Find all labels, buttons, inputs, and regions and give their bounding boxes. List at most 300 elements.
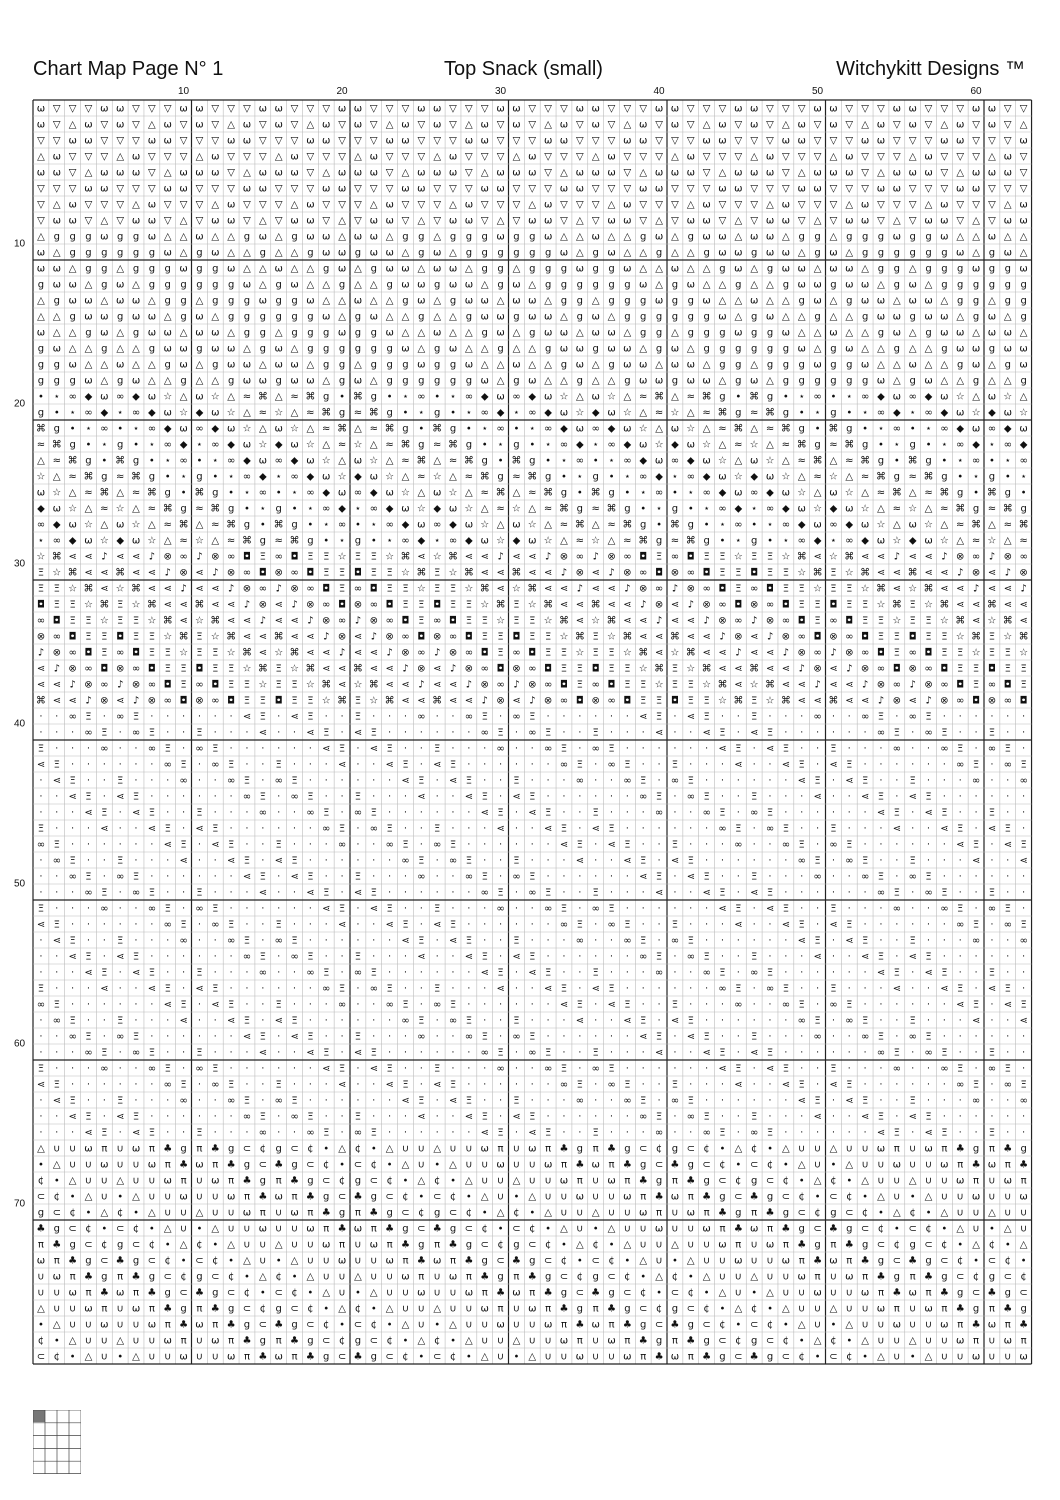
- chart-cell-symbol: ◘: [322, 584, 330, 595]
- chart-cell-symbol: ω: [274, 1352, 282, 1363]
- chart-cell-symbol: π: [38, 1240, 44, 1251]
- chart-cell-symbol: ·: [55, 968, 58, 979]
- chart-cell-symbol: ∞: [512, 712, 520, 723]
- chart-cell-symbol: Ξ: [672, 664, 678, 675]
- chart-cell-symbol: ·: [784, 792, 787, 803]
- chart-cell-symbol: Ξ: [941, 888, 947, 899]
- chart-cell-symbol: ⋖: [623, 1016, 631, 1027]
- chart-cell-symbol: ·: [784, 1032, 787, 1043]
- chart-cell-symbol: ·: [864, 808, 867, 819]
- chart-cell-symbol: ∞: [496, 1064, 504, 1075]
- chart-cell-symbol: ·: [753, 984, 756, 995]
- chart-cell-symbol: ⊗: [322, 616, 330, 627]
- chart-cell-symbol: ∪: [53, 1288, 60, 1299]
- chart-cell-symbol: ▽: [354, 184, 362, 195]
- chart-cell-symbol: ⌘: [432, 424, 442, 435]
- chart-cell-symbol: ·: [230, 984, 233, 995]
- chart-cell-symbol: ·: [800, 872, 803, 883]
- chart-cell-symbol: g: [672, 312, 678, 323]
- chart-cell-symbol: ⊗: [623, 568, 631, 579]
- chart-cell-symbol: △: [307, 280, 315, 291]
- chart-cell-symbol: ⊂: [687, 1144, 695, 1155]
- chart-cell-symbol: ▽: [909, 216, 917, 227]
- chart-cell-symbol: ·: [230, 904, 233, 915]
- chart-cell-symbol: ·: [261, 776, 264, 787]
- chart-cell-symbol: ·: [182, 1032, 185, 1043]
- chart-cell-symbol: ⊂: [639, 1144, 647, 1155]
- chart-cell-symbol: ∞: [940, 424, 948, 435]
- chart-cell-symbol: g: [482, 248, 488, 259]
- chart-cell-symbol: ◆: [639, 456, 647, 467]
- chart-cell-symbol: △: [37, 152, 45, 163]
- chart-cell-symbol: ∞: [877, 664, 885, 675]
- chart-cell-symbol: •: [989, 1224, 995, 1235]
- chart-cell-symbol: g: [386, 280, 392, 291]
- chart-cell-symbol: ·: [578, 712, 581, 723]
- chart-cell-symbol: ⋆: [307, 504, 313, 515]
- chart-cell-symbol: ·: [974, 728, 977, 739]
- chart-cell-symbol: ·: [277, 712, 280, 723]
- chart-cell-symbol: ω: [164, 408, 172, 419]
- chart-cell-symbol: △: [972, 392, 980, 403]
- chart-cell-symbol: ☆: [36, 552, 45, 563]
- chart-cell-symbol: ·: [356, 1080, 359, 1091]
- chart-cell-symbol: ·: [531, 1064, 534, 1075]
- chart-cell-symbol: ⌘: [971, 632, 981, 643]
- chart-cell-symbol: ♪: [497, 552, 503, 563]
- chart-cell-symbol: π: [181, 1336, 187, 1347]
- chart-cell-symbol: ⊂: [290, 1144, 298, 1155]
- chart-cell-symbol: ⌘: [1003, 504, 1013, 515]
- chart-cell-symbol: Ξ: [402, 600, 408, 611]
- chart-cell-symbol: ⌘: [290, 648, 300, 659]
- chart-cell-symbol: ·: [388, 1128, 391, 1139]
- chart-cell-symbol: △: [164, 536, 172, 547]
- chart-cell-symbol: ·: [927, 936, 930, 947]
- chart-cell-symbol: ⋖: [528, 968, 536, 979]
- chart-cell-symbol: ·: [436, 1112, 439, 1123]
- chart-cell-symbol: ·: [499, 1096, 502, 1107]
- chart-cell-symbol: •: [54, 1336, 60, 1347]
- chart-cell-symbol: ¢: [735, 1176, 741, 1187]
- chart-cell-symbol: ω: [813, 296, 821, 307]
- chart-cell-symbol: ◆: [259, 472, 267, 483]
- chart-cell-symbol: ·: [610, 792, 613, 803]
- chart-cell-symbol: Ξ: [593, 968, 599, 979]
- chart-cell-symbol: Ξ: [878, 632, 884, 643]
- chart-cell-symbol: ·: [800, 792, 803, 803]
- chart-cell-symbol: ♣: [512, 1256, 521, 1267]
- chart-cell-symbol: ω: [623, 264, 631, 275]
- chart-cell-symbol: ∞: [750, 1128, 758, 1139]
- chart-cell-symbol: •: [165, 1240, 171, 1251]
- chart-cell-symbol: g: [672, 1144, 678, 1155]
- chart-cell-symbol: g: [799, 424, 805, 435]
- chart-cell-symbol: ▽: [148, 184, 156, 195]
- chart-cell-symbol: △: [243, 344, 251, 355]
- chart-cell-symbol: ☆: [845, 488, 854, 499]
- chart-cell-symbol: ¢: [418, 1208, 424, 1219]
- chart-cell-symbol: g: [989, 1272, 995, 1283]
- chart-cell-symbol: ∞: [877, 1048, 885, 1059]
- chart-cell-symbol: Ξ: [799, 1000, 805, 1011]
- chart-cell-symbol: ♣: [353, 1192, 362, 1203]
- chart-cell-symbol: ∞: [179, 1096, 187, 1107]
- chart-cell-symbol: ♪: [719, 632, 725, 643]
- chart-cell-symbol: ·: [800, 1128, 803, 1139]
- chart-cell-symbol: ω: [877, 536, 885, 547]
- chart-cell-symbol: ∞: [908, 648, 916, 659]
- chart-cell-symbol: ·: [325, 792, 328, 803]
- chart-cell-symbol: ◆: [687, 456, 695, 467]
- chart-cell-symbol: ·: [737, 728, 740, 739]
- chart-cell-symbol: Ξ: [862, 936, 868, 947]
- chart-cell-symbol: ·: [245, 984, 248, 995]
- chart-cell-symbol: ▽: [465, 168, 473, 179]
- chart-cell-symbol: ∪: [196, 1352, 203, 1363]
- chart-cell-symbol: ω: [718, 248, 726, 259]
- chart-cell-symbol: ☆: [147, 536, 156, 547]
- chart-cell-symbol: Ξ: [941, 1048, 947, 1059]
- chart-cell-symbol: ♪: [925, 696, 931, 707]
- chart-cell-symbol: g: [624, 376, 630, 387]
- chart-cell-symbol: ω: [227, 360, 235, 371]
- chart-cell-symbol: g: [497, 248, 503, 259]
- chart-cell-symbol: π: [941, 1304, 947, 1315]
- chart-cell-symbol: ⋖: [116, 952, 124, 963]
- chart-cell-symbol: Ξ: [735, 1064, 741, 1075]
- chart-cell-symbol: ⋖: [433, 920, 441, 931]
- chart-cell-symbol: ω: [496, 328, 504, 339]
- chart-cell-symbol: ·: [753, 920, 756, 931]
- chart-cell-symbol: △: [956, 168, 964, 179]
- chart-cell-symbol: ω: [576, 104, 584, 115]
- chart-cell-symbol: △: [243, 1256, 251, 1267]
- chart-cell-symbol: ∞: [481, 664, 489, 675]
- chart-cell-symbol: ⋖: [687, 1032, 695, 1043]
- chart-cell-symbol: ·: [848, 1128, 851, 1139]
- chart-cell-symbol: Ξ: [799, 840, 805, 851]
- chart-cell-symbol: ♪: [941, 552, 947, 563]
- chart-cell-symbol: ∞: [354, 584, 362, 595]
- chart-cell-symbol: ∞: [1004, 760, 1012, 771]
- chart-cell-symbol: ⋆: [323, 520, 329, 531]
- chart-cell-symbol: ω: [718, 472, 726, 483]
- chart-cell-symbol: g: [925, 248, 931, 259]
- chart-cell-symbol: ·: [372, 1112, 375, 1123]
- chart-cell-symbol: ·: [705, 776, 708, 787]
- chart-cell-symbol: ·: [768, 1016, 771, 1027]
- chart-cell-symbol: •: [418, 424, 424, 435]
- chart-cell-symbol: ω: [84, 136, 92, 147]
- chart-cell-symbol: ☆: [306, 440, 315, 451]
- chart-cell-symbol: ⋖: [53, 776, 61, 787]
- chart-cell-symbol: g: [323, 328, 329, 339]
- chart-cell-symbol: ·: [39, 952, 42, 963]
- chart-cell-symbol: ▽: [497, 152, 505, 163]
- chart-cell-symbol: ω: [560, 248, 568, 259]
- chart-cell-symbol: ·: [578, 808, 581, 819]
- chart-cell-symbol: ⋖: [227, 616, 235, 627]
- chart-cell-symbol: ω: [370, 168, 378, 179]
- chart-cell-symbol: ·: [309, 1096, 312, 1107]
- chart-cell-symbol: g: [1020, 376, 1026, 387]
- chart-cell-symbol: ♪: [672, 584, 678, 595]
- chart-cell-symbol: ·: [1022, 872, 1025, 883]
- chart-cell-symbol: Ξ: [941, 648, 947, 659]
- chart-cell-symbol: π: [228, 1336, 234, 1347]
- chart-cell-symbol: ¢: [799, 1192, 805, 1203]
- chart-cell-symbol: ⋖: [782, 1080, 790, 1091]
- chart-cell-symbol: ♣: [369, 1208, 378, 1219]
- chart-cell-symbol: ♪: [592, 552, 598, 563]
- chart-cell-symbol: ω: [908, 168, 916, 179]
- chart-cell-symbol: △: [703, 120, 711, 131]
- chart-cell-symbol: ·: [499, 1032, 502, 1043]
- chart-cell-symbol: ¢: [339, 1336, 345, 1347]
- chart-cell-symbol: ⋖: [861, 952, 869, 963]
- chart-cell-symbol: ·: [626, 712, 629, 723]
- chart-cell-symbol: ·: [626, 1112, 629, 1123]
- chart-cell-symbol: ⊂: [227, 1288, 235, 1299]
- chart-cell-symbol: △: [53, 1160, 61, 1171]
- chart-cell-symbol: g: [339, 280, 345, 291]
- chart-cell-symbol: ·: [879, 920, 882, 931]
- chart-cell-symbol: π: [339, 1240, 345, 1251]
- chart-cell-symbol: ·: [467, 840, 470, 851]
- chart-cell-symbol: △: [845, 248, 853, 259]
- chart-cell-symbol: Ξ: [767, 1128, 773, 1139]
- chart-cell-symbol: g: [133, 1256, 139, 1267]
- chart-cell-symbol: ∞: [544, 904, 552, 915]
- chart-cell-symbol: ∞: [259, 488, 267, 499]
- chart-cell-symbol: ·: [689, 728, 692, 739]
- chart-cell-symbol: ¢: [735, 1336, 741, 1347]
- chart-cell-symbol: ·: [642, 1048, 645, 1059]
- chart-cell-symbol: ⋖: [370, 648, 378, 659]
- chart-cell-symbol: ∞: [639, 472, 647, 483]
- chart-cell-symbol: ⊗: [148, 696, 156, 707]
- chart-cell-symbol: ·: [784, 856, 787, 867]
- chart-cell-symbol: g: [751, 1336, 757, 1347]
- chart-cell-symbol: ⊂: [211, 1272, 219, 1283]
- chart-cell-symbol: ·: [737, 1048, 740, 1059]
- chart-cell-symbol: ·: [293, 984, 296, 995]
- chart-cell-symbol: ∪: [877, 1320, 884, 1331]
- chart-cell-symbol: ω: [401, 264, 409, 275]
- chart-cell-symbol: ·: [182, 1112, 185, 1123]
- chart-cell-symbol: ⋖: [893, 584, 901, 595]
- chart-cell-symbol: ·: [103, 792, 106, 803]
- chart-cell-symbol: ω: [417, 280, 425, 291]
- chart-cell-symbol: ·: [356, 824, 359, 835]
- chart-cell-symbol: △: [37, 1304, 45, 1315]
- chart-cell-symbol: ·: [356, 760, 359, 771]
- chart-cell-symbol: ·: [55, 792, 58, 803]
- chart-cell-symbol: ⌘: [131, 472, 141, 483]
- chart-cell-symbol: ω: [211, 408, 219, 419]
- chart-cell-symbol: ☆: [353, 680, 362, 691]
- chart-cell-symbol: △: [687, 200, 695, 211]
- chart-cell-symbol: ⋖: [861, 696, 869, 707]
- chart-cell-symbol: ▽: [861, 168, 869, 179]
- chart-cell-symbol: Ξ: [846, 840, 852, 851]
- chart-cell-symbol: g: [592, 264, 598, 275]
- chart-cell-symbol: ·: [293, 968, 296, 979]
- chart-cell-symbol: Ξ: [101, 1048, 107, 1059]
- chart-cell-symbol: ∪: [877, 1176, 884, 1187]
- chart-cell-symbol: ▽: [307, 184, 315, 195]
- chart-cell-symbol: ▽: [830, 136, 838, 147]
- chart-cell-symbol: •: [70, 1192, 76, 1203]
- chart-cell-symbol: g: [894, 264, 900, 275]
- chart-cell-symbol: ·: [515, 1048, 518, 1059]
- chart-cell-symbol: ▽: [53, 184, 61, 195]
- chart-cell-symbol: ⋖: [354, 632, 362, 643]
- chart-cell-symbol: ω: [750, 376, 758, 387]
- chart-cell-symbol: ω: [164, 344, 172, 355]
- chart-cell-symbol: ⋖: [560, 1000, 568, 1011]
- chart-cell-symbol: ω: [1004, 344, 1012, 355]
- chart-cell-symbol: ω: [576, 1192, 584, 1203]
- chart-cell-symbol: ⋆: [846, 392, 852, 403]
- chart-cell-symbol: ☆: [718, 456, 727, 467]
- chart-cell-symbol: ▽: [750, 216, 758, 227]
- chart-cell-symbol: •: [117, 424, 123, 435]
- chart-cell-symbol: ⋆: [910, 408, 916, 419]
- chart-cell-symbol: ·: [1022, 1048, 1025, 1059]
- chart-cell-symbol: g: [767, 264, 773, 275]
- chart-cell-symbol: ⋖: [290, 872, 298, 883]
- chart-cell-symbol: ·: [721, 872, 724, 883]
- chart-cell-symbol: △: [481, 344, 489, 355]
- chart-cell-symbol: g: [149, 264, 155, 275]
- chart-cell-symbol: ∪: [307, 1240, 314, 1251]
- chart-cell-symbol: ⊗: [576, 568, 584, 579]
- chart-cell-symbol: •: [941, 1224, 947, 1235]
- chart-cell-symbol: ·: [768, 840, 771, 851]
- chart-cell-symbol: ∞: [655, 808, 663, 819]
- chart-cell-symbol: ⋖: [433, 760, 441, 771]
- chart-cell-symbol: △: [734, 232, 742, 243]
- chart-cell-symbol: g: [640, 296, 646, 307]
- chart-cell-symbol: ∞: [354, 808, 362, 819]
- chart-cell-symbol: ♪: [69, 680, 75, 691]
- chart-cell-symbol: ·: [388, 936, 391, 947]
- chart-cell-symbol: ∪: [814, 1160, 821, 1171]
- chart-cell-symbol: ♣: [322, 1208, 331, 1219]
- chart-cell-symbol: ·: [927, 760, 930, 771]
- chart-cell-symbol: ·: [784, 872, 787, 883]
- chart-cell-symbol: ω: [68, 136, 76, 147]
- chart-cell-symbol: ·: [436, 968, 439, 979]
- chart-cell-symbol: △: [1020, 392, 1028, 403]
- chart-cell-symbol: Ξ: [149, 1128, 155, 1139]
- chart-cell-symbol: ω: [417, 104, 425, 115]
- chart-cell-symbol: ☆: [179, 408, 188, 419]
- chart-cell-symbol: ∪: [640, 1224, 647, 1235]
- chart-cell-symbol: ·: [990, 712, 993, 723]
- chart-cell-symbol: ·: [959, 1032, 962, 1043]
- chart-cell-symbol: ¢: [545, 1240, 551, 1251]
- chart-cell-symbol: Ξ: [180, 1000, 186, 1011]
- chart-cell-symbol: ⊗: [1019, 568, 1027, 579]
- chart-cell-symbol: ☆: [338, 552, 347, 563]
- chart-cell-symbol: ⋖: [655, 888, 663, 899]
- chart-cell-symbol: ⌘: [274, 520, 284, 531]
- chart-cell-symbol: ♪: [244, 600, 250, 611]
- chart-cell-symbol: ·: [436, 1048, 439, 1059]
- chart-cell-symbol: ◆: [845, 520, 853, 531]
- chart-cell-symbol: ⋖: [893, 568, 901, 579]
- chart-cell-symbol: ω: [37, 248, 45, 259]
- chart-cell-symbol: ⋖: [370, 744, 378, 755]
- chart-cell-symbol: g: [973, 1144, 979, 1155]
- chart-cell-symbol: △: [925, 1352, 933, 1363]
- chart-cell-symbol: ⌘: [258, 664, 268, 675]
- chart-cell-symbol: ∞: [68, 872, 76, 883]
- chart-cell-symbol: ⊗: [877, 680, 885, 691]
- chart-cell-symbol: ·: [261, 936, 264, 947]
- chart-cell-symbol: ∪: [529, 1176, 536, 1187]
- chart-cell-symbol: Ξ: [957, 1064, 963, 1075]
- chart-cell-symbol: ·: [673, 872, 676, 883]
- chart-cell-symbol: Ξ: [180, 680, 186, 691]
- chart-cell-symbol: g: [561, 264, 567, 275]
- chart-cell-symbol: ·: [626, 888, 629, 899]
- chart-cell-symbol: ·: [594, 952, 597, 963]
- chart-cell-symbol: ·: [547, 920, 550, 931]
- chart-cell-symbol: g: [117, 376, 123, 387]
- chart-cell-symbol: g: [989, 264, 995, 275]
- chart-cell-symbol: ω: [623, 1192, 631, 1203]
- chart-cell-symbol: ·: [182, 824, 185, 835]
- chart-cell-symbol: ·: [499, 840, 502, 851]
- chart-cell-symbol: ¢: [592, 1240, 598, 1251]
- chart-cell-symbol: Ξ: [466, 1096, 472, 1107]
- chart-cell-symbol: ◘: [703, 568, 711, 579]
- chart-cell-symbol: ☆: [401, 568, 410, 579]
- chart-cell-symbol: △: [925, 1192, 933, 1203]
- chart-cell-symbol: ▽: [1004, 184, 1012, 195]
- chart-cell-symbol: ∞: [877, 408, 885, 419]
- chart-cell-symbol: ∞: [401, 536, 409, 547]
- chart-cell-symbol: △: [53, 312, 61, 323]
- chart-cell-symbol: △: [624, 232, 632, 243]
- chart-cell-symbol: ⌘: [163, 616, 173, 627]
- chart-cell-symbol: △: [925, 360, 933, 371]
- chart-cell-symbol: g: [244, 1320, 250, 1331]
- chart-cell-symbol: ◘: [386, 600, 394, 611]
- chart-cell-symbol: ∪: [275, 1208, 282, 1219]
- chart-cell-symbol: ⌘: [337, 696, 347, 707]
- chart-cell-symbol: ∪: [69, 1320, 76, 1331]
- chart-cell-symbol: π: [323, 1224, 329, 1235]
- chart-cell-symbol: ⌘: [876, 472, 886, 483]
- chart-cell-symbol: Ξ: [228, 840, 234, 851]
- chart-cell-symbol: g: [497, 280, 503, 291]
- chart-cell-symbol: ·: [848, 712, 851, 723]
- chart-cell-symbol: ω: [354, 456, 362, 467]
- chart-cell-symbol: ω: [576, 344, 584, 355]
- chart-cell-symbol: g: [196, 1272, 202, 1283]
- chart-cell-symbol: Ξ: [54, 920, 60, 931]
- chart-cell-symbol: ⋖: [655, 632, 663, 643]
- chart-cell-symbol: g: [577, 312, 583, 323]
- chart-cell-symbol: ⊗: [195, 696, 203, 707]
- chart-cell-symbol: ·: [943, 792, 946, 803]
- chart-cell-symbol: Ξ: [117, 616, 123, 627]
